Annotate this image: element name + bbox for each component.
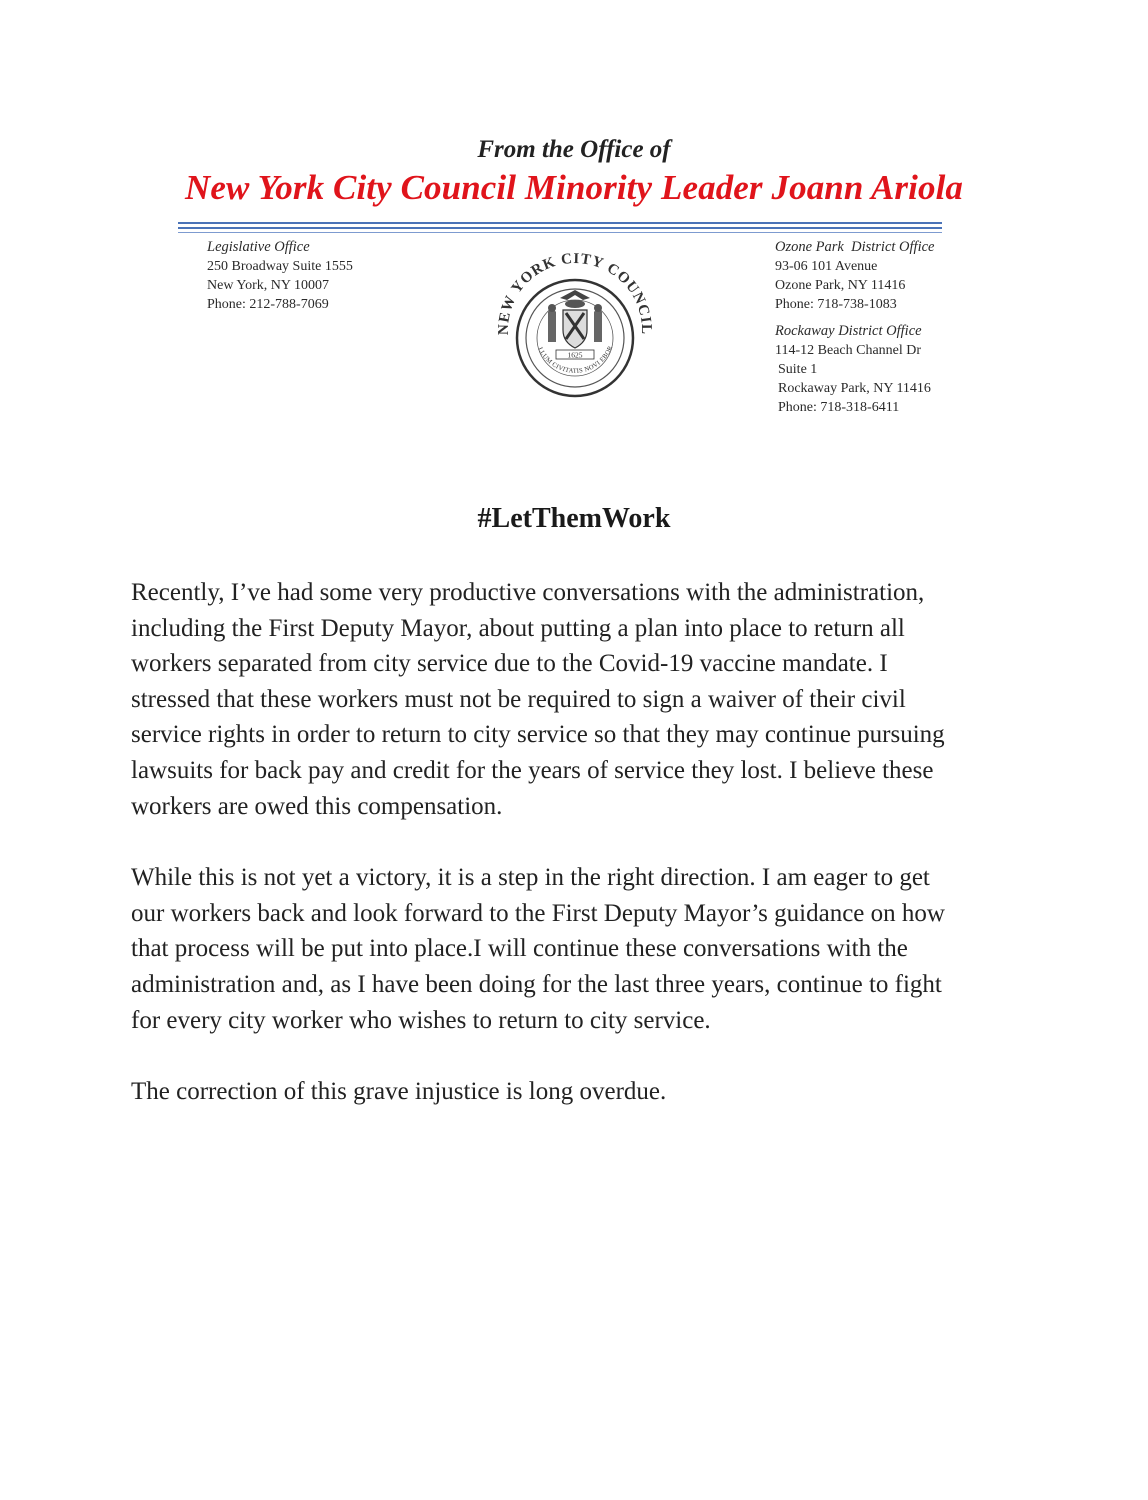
paragraph: [131, 1074, 1011, 1110]
office-label: Ozone Park District Office: [775, 239, 935, 255]
address-line: 114-12 Beach Channel Dr: [775, 343, 922, 358]
address-line: 250 Broadway Suite 1555: [207, 259, 353, 274]
svg-text:SIGILLUM CIVITATIS NOVI EBORAC: LLUM CIVITATIS NOVI EBOR: [536, 344, 615, 375]
text-line: including the First Deputy Mayor, about putting a plan into place to return all: [131, 614, 905, 642]
text-line: administration and, as I have been doing for the last three years, continue to fight: [131, 970, 942, 998]
address-line: New York, NY 10007: [207, 278, 329, 293]
svg-text:NEW YORK CITY COUNCIL: NEW YORK CITY COUNCIL: [495, 250, 655, 336]
paragraph: [131, 860, 1011, 1038]
text-line: workers are owed this compensation.: [131, 792, 503, 820]
legislative-office-address: [207, 238, 353, 314]
address-line: 93-06 101 Avenue: [775, 259, 878, 274]
address-line: Rockaway Park, NY 11416: [778, 381, 931, 396]
ozone-park-office-address: [775, 238, 934, 314]
address-line: Ozone Park, NY 11416: [775, 278, 906, 293]
header-rule: [178, 232, 942, 233]
leader-title: New York City Council Minority Leader Joann Ariola: [184, 168, 963, 207]
text-line: lawsuits for back pay and credit for the years of service they lost. I believe these: [131, 756, 934, 784]
text-line: our workers back and look forward to the First Deputy Mayor’s guidance on how: [131, 899, 945, 927]
text-line: The correction of this grave injustice is long overdue.: [131, 1078, 667, 1106]
phone-line: Phone: 718-738-1083: [775, 297, 897, 312]
svg-text:1625: 1625: [567, 350, 583, 360]
text-line: While this is not yet a victory, it is a step in the right direction. I am eager to get: [131, 864, 930, 892]
office-label: Rockaway District Office: [775, 323, 922, 339]
statement-heading: #LetThemWork: [477, 503, 671, 534]
paragraph: [131, 575, 1011, 824]
address-line: Suite 1: [778, 362, 818, 377]
text-line: that process will be put into place.I will continue these conversations with the: [131, 935, 908, 963]
from-line: From the Office of: [477, 136, 671, 163]
header-rule: [178, 227, 942, 229]
text-line: service rights in order to return to city service so that they may continue pursuing: [131, 721, 945, 749]
text-line: for every city worker who wishes to return to city service.: [131, 1006, 711, 1034]
phone-line: Phone: 718-318-6411: [778, 400, 900, 415]
rockaway-office-address: [775, 322, 931, 417]
text-line: stressed that these workers must not be required to sign a waiver of their civil: [131, 685, 906, 713]
statement-body: [131, 575, 1011, 1110]
phone-line: Phone: 212-788-7069: [207, 297, 329, 312]
city-council-seal-icon: [480, 238, 670, 414]
header-rule: [178, 222, 942, 224]
text-line: Recently, I’ve had some very productive conversations with the administration,: [131, 579, 925, 606]
office-label: Legislative Office: [207, 239, 310, 255]
text-line: workers separated from city service due to the Covid-19 vaccine mandate. I: [131, 650, 888, 678]
